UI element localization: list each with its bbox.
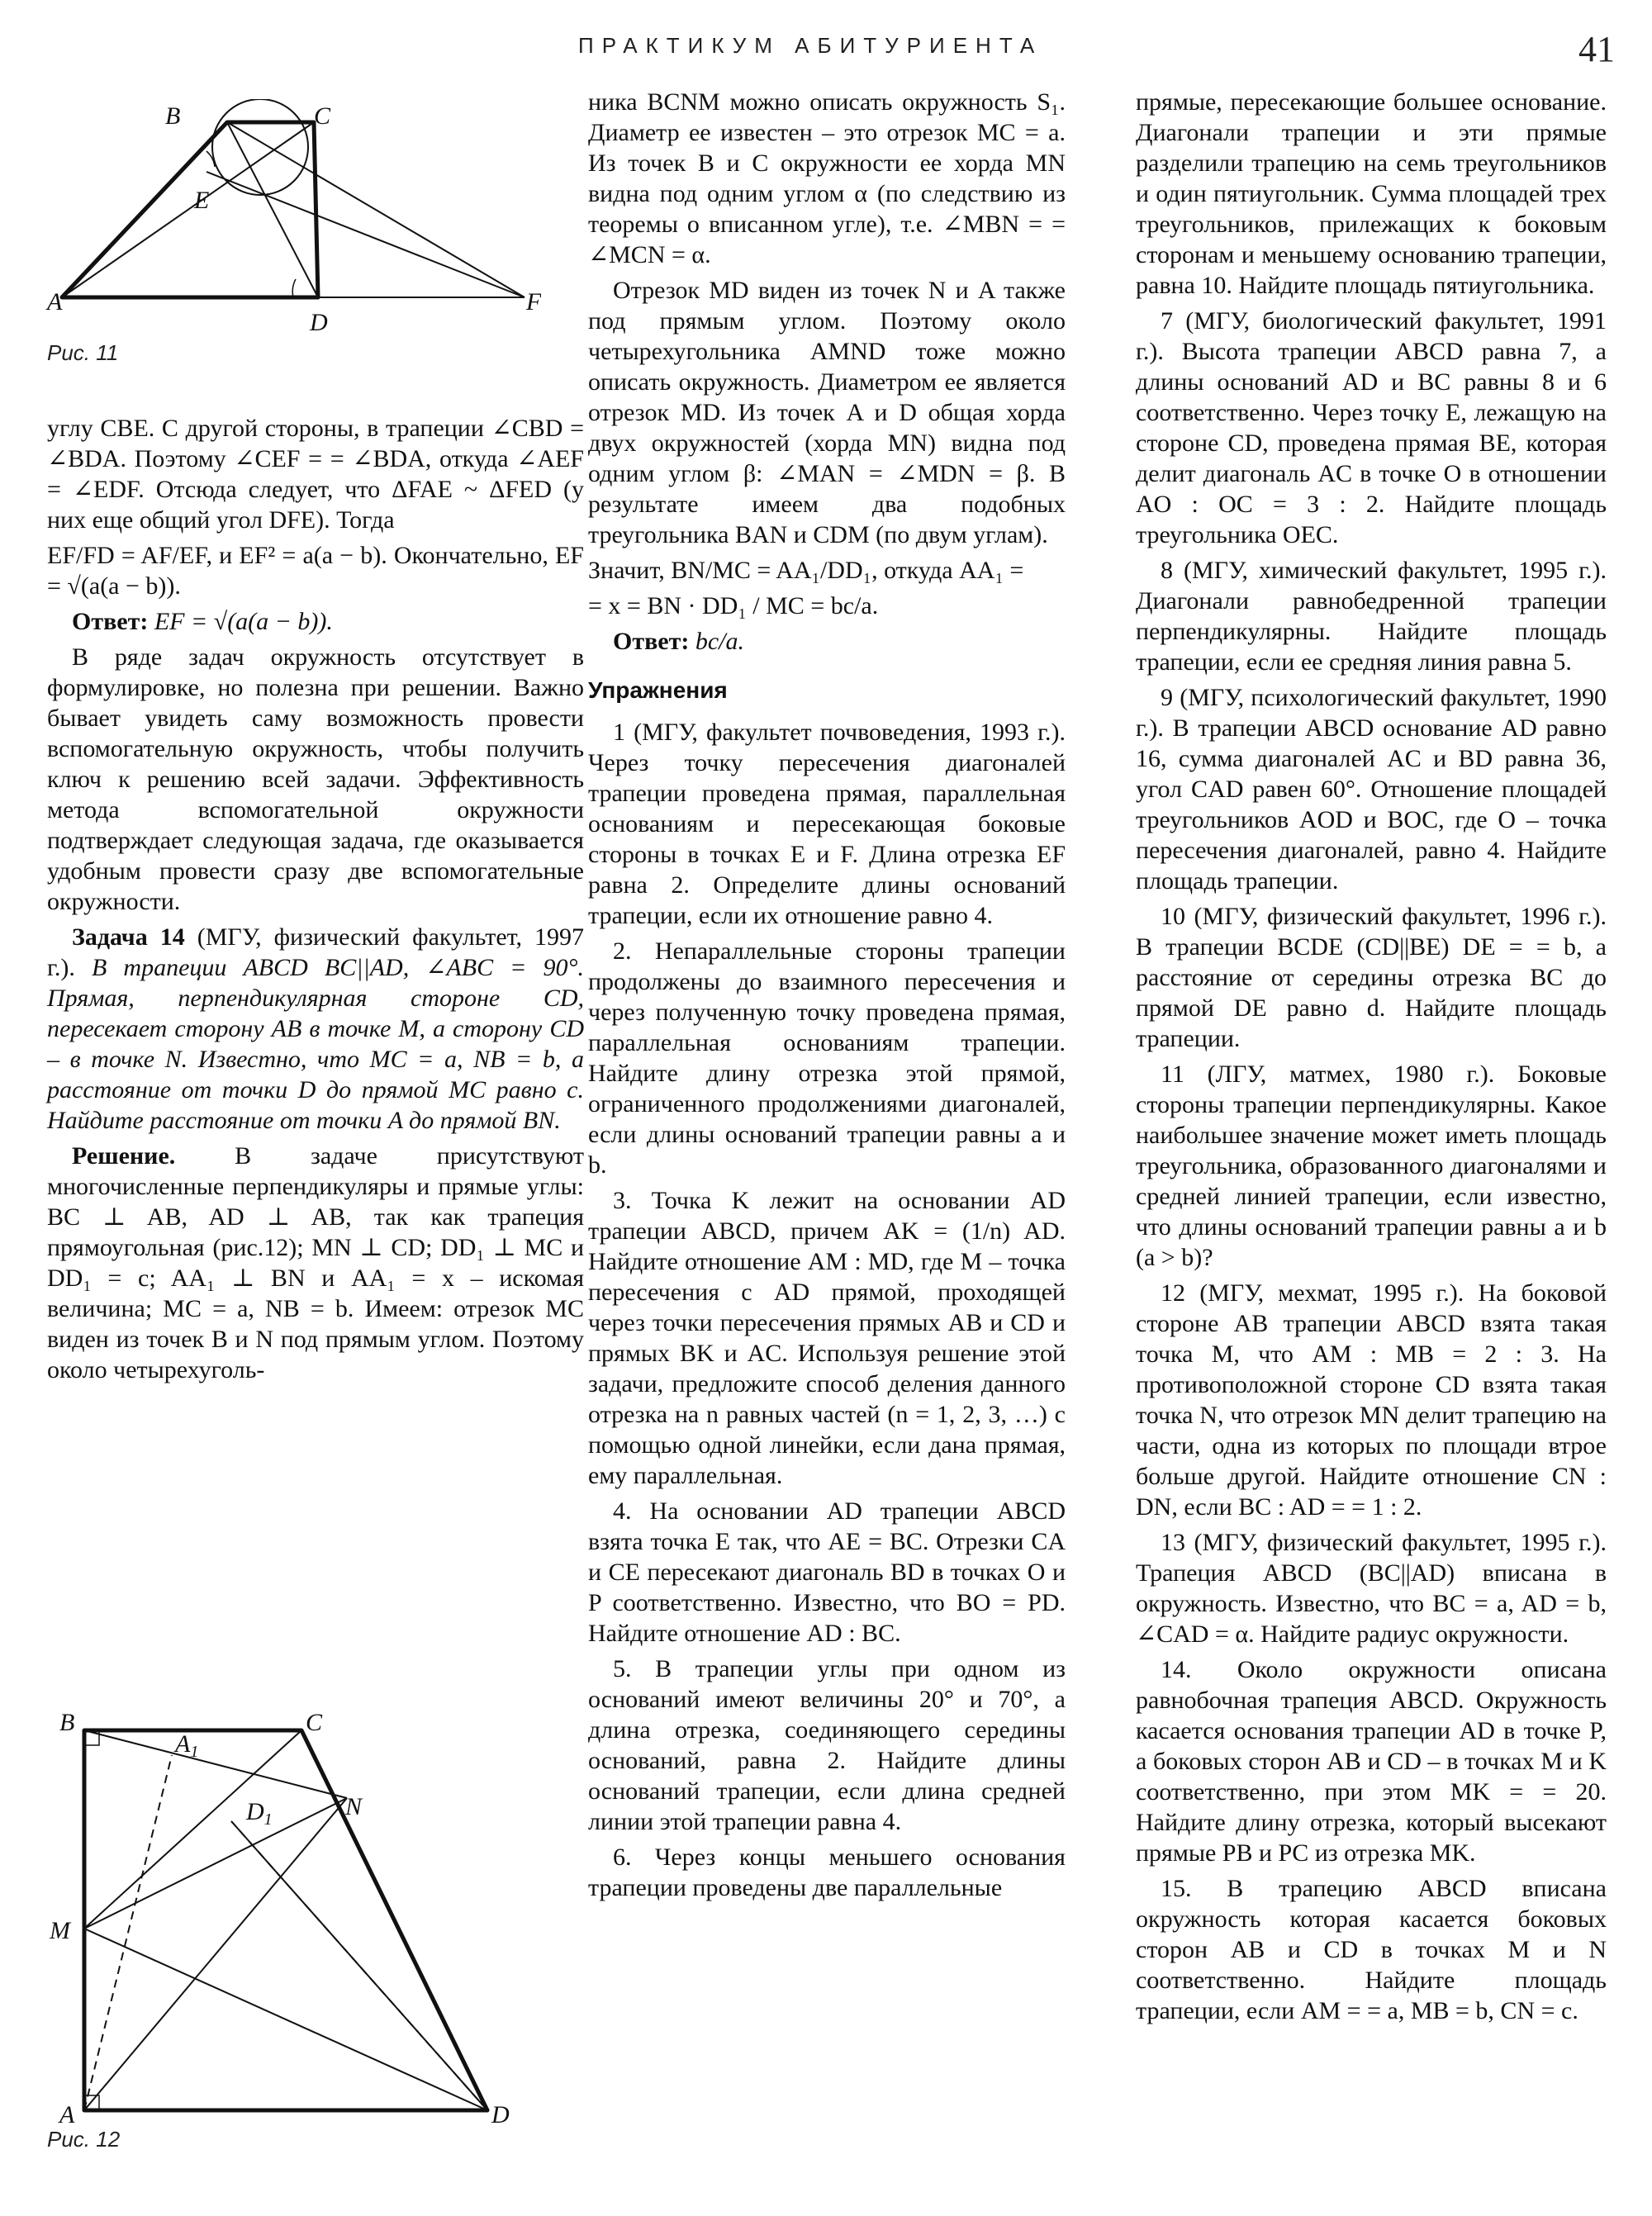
column-1 [47,413,584,1390]
task-14 [47,922,584,1136]
exercise-4: 4. На основании AD трапеции ABCD взята точка E так, что AE = BC. Отрезки CA и CE пересекают диагональ BD в точках O и P соответственно. Известно, что BO = PD. Найдите отношение AD : BC. [588,1497,1066,1647]
figure-11-caption: Рис. 11 [47,340,119,365]
exercise-7: 7 (МГУ, биологический факультет, 1991 г.). Высота трапеции ABCD равна 7, а длины оснований AD и BC равны 8 и 6 соответственно. Через точку E, лежащую на стороне CD, проведена прямая BE, которая делит диагональ AC в точке O в отношении AO : OC = 3 : 2. Найдите площадь треугольника OEC. [1136,307,1607,548]
page-header [0,29,1652,74]
figure-12-caption: Рис. 12 [47,2127,121,2152]
task-source: (МГУ, физический факультет, 1997 г.). [47,923,585,981]
solution-label: Решение. [72,1142,176,1170]
solution-text: В задаче присутствуют многочисленные перпендикуляры и прямые углы: BC ⊥ AB, AD ⊥ AB, так как трапеция прямоугольная (рис.12); MN ⊥ CD; DD₁ ⊥ MC и DD₁ = c; AA₁ ⊥ BN и AA₁ = x – искомая величина; MC = a, NB = b. Имеем: отрезок MC виден из точек B и N под прямым углом. Поэтому около четырехуголь- [47,1142,585,1383]
answer-value: EF = √(a(a − b)). [154,608,333,635]
exercise-10: 10 (МГУ, физический факультет, 1996 г.). В трапеции BCDE (CD||BE) DE = = b, а расстояние от середины отрезка BC до прямой DE равно d. Найдите площадь трапеции. [1136,903,1607,1052]
fig11-label-c: C [314,102,331,130]
fig11-label-e: E [194,187,210,214]
fig11-label-d: D [310,309,328,336]
col2-equation-2: = x = BN · DD₁ / MC = bc/a. [588,592,879,619]
exercise-1: 1 (МГУ, факультет почвоведения, 1993 г.). Через точку пересечения диагоналей трапеции проведена прямая, параллельная основаниям и пересекающая боковые стороны в точках E и F. Длина отрезка EF равна 2. Определите длины оснований трапеции, если их отношение равно 4. [588,719,1066,929]
answer-label: Ответ: [72,608,149,635]
column-3 [1136,87,1607,2031]
page-number: 41 [1578,29,1615,69]
column-2 [588,87,1066,1908]
col1-paragraph-2: В ряде задач окружность отсутствует в формулировке, но полезна при решении. Важно бывает увидеть саму возможность провести вспомогательную окружность, чтобы получить ключ к решению всей задачи. Эффективность метода вспомогательной окружности подтверждает следующая задача, где оказывается удобным провести сразу две вспомогательные окружности. [47,643,584,915]
exercise-15: 15. В трапецию ABCD вписана окружность которая касается боковых сторон AB и CD в точках M и N соответственно. Найдите площадь трапеции, если AM = = a, MB = b, CN = c. [1136,1875,1607,2024]
answer-label: Ответ: [613,628,690,655]
exercise-14: 14. Около окружности описана равнобочная трапеция ABCD. Окружность касается основания трапеции AD в точке P, а боковых сторон AB и CD – в точках M и K соответственно, при этом MK = = 20. Найдите длину отрезка, который высекают прямые PB и PC из отрезка MK. [1136,1656,1607,1867]
col1-equation: EF/FD = AF/EF, и EF² = a(a − b). Окончательно, EF = √(a(a − b)). [47,542,584,600]
fig11-label-f: F [526,288,541,316]
fig12-label-a1: $A_1$ [175,1730,199,1761]
exercise-6-continued: прямые, пересекающие большее основание. Диагонали трапеции и эти прямые разделили трапецию на семь треугольников и один пятиугольник. Сумма площадей трех треугольников, прилежащих к боковым сторонам и меньшему основанию трапеции, равна 10. Найдите площадь пятиугольника. [1136,88,1607,299]
figure-12 [33,1706,529,2135]
fig11-label-b: B [165,102,181,130]
exercise-6: 6. Через концы меньшего основания трапеции проведены две параллельные [588,1844,1066,1901]
col2-paragraph-2: Отрезок MD виден из точек N и A также под прямым углом. Поэтому около четырехугольника AMND тоже можно описать окружность. Диаметром ее является отрезок MD. Из точек A и D общая хорда двух окружностей (хорда MN) видна под одним углом β: ∠MAN = ∠MDN = β. В результате имеем два подобных треугольника BAN и CDM (по двум углам). [588,277,1066,548]
col2-answer [588,626,1066,657]
exercise-3: 3. Точка K лежит на основании AD трапеции ABCD, причем AK = (1/n) AD. Найдите отношение AM : MD, где M – точка пересечения с AD прямой, проходящей через точки пересечения прямых AB и CD и прямых BK и AC. Используя решение этой задачи, предложите способ деления данного отрезка на n равных частей (n = 1, 2, 3, …) с помощью одной линейки, если дана прямая, ему параллельная. [588,1187,1066,1489]
fig12-label-c: C [306,1709,323,1736]
fig12-label-d: D [491,2101,510,2128]
figure-11 [45,99,541,339]
solution [47,1141,584,1385]
fig12-label-m: M [50,1917,70,1944]
running-title: ПРАКТИКУМ АБИТУРИЕНТА [578,33,1043,58]
exercise-13: 13 (МГУ, физический факультет, 1995 г.). Трапеция ABCD (BC||AD) вписана в окружность. Известно, что BC = a, AD = b, ∠CAD = α. Найдите радиус окружности. [1136,1529,1607,1648]
exercises-heading: Упражнения [588,677,728,703]
exercise-8: 8 (МГУ, химический факультет, 1995 г.). Диагонали равнобедренной трапеции перпендикулярны. Найдите площадь трапеции, если ее средняя линия равна 5. [1136,557,1607,676]
fig12-label-a: A [59,2101,75,2128]
col2-paragraph-1: ника BCNM можно описать окружность S₁. Диаметр ее известен – это отрезок MC = a. Из точек B и C окружности ее хорда MN видна под одним углом α (по следствию из теоремы о вписанном угле), т.е. ∠MBN = = ∠MCN = α. [588,88,1066,268]
fig12-label-n: N [345,1793,363,1820]
task-text: В трапеции ABCD BC||AD, ∠ABC = 90°. Прямая, перпендикулярная стороне CD, пересекает сторону AB в точке M, а сторону CD – в точке N. Известно, что MC = a, NB = b, а расстояние от точки D до прямой MC равно c. Найдите расстояние от точки A до прямой BN. [47,954,584,1134]
exercise-2: 2. Непараллельные стороны трапеции продолжены до взаимного пересечения и через полученную точку проведена прямая, параллельная основаниям трапеции. Найдите длину отрезка этой прямой, ограниченного продолжениями диагоналей, если длины оснований трапеции равны a и b. [588,937,1066,1179]
exercise-5: 5. В трапеции углы при одном из оснований имеют величины 20° и 70°, а длина отрезка, соединяющего середины оснований, равна 2. Найдите длины оснований трапеции, если длина средней линии этой трапеции равна 4. [588,1655,1066,1835]
fig12-label-d1: $D_1$ [246,1798,273,1829]
answer-value: bc/a. [695,628,744,655]
col2-equation-1: Значит, BN/MC = AA₁/DD₁, откуда AA₁ = [588,557,1024,584]
exercise-12: 12 (МГУ, мехмат, 1995 г.). На боковой стороне AB трапеции ABCD взята такая точка M, что AM : MB = 2 : 3. На противоположной стороне CD взята такая точка N, что отрезок MN делит трапецию на части, одна из которых по площади втрое больше другой. Найдите отношение CN : DN, если BC : AD = = 1 : 2. [1136,1279,1607,1521]
fig12-label-b: B [59,1709,75,1736]
task-label: Задача 14 [72,923,185,951]
exercise-9: 9 (МГУ, психологический факультет, 1990 г.). В трапеции ABCD основание AD равно 16, сумма диагоналей AC и BD равна 36, угол CAD равен 60°. Отношение площадей треугольников AOD и BOC, где O – точка пересечения диагоналей, равно 4. Найдите площадь трапеции. [1136,684,1607,894]
col1-paragraph-1: углу CBE. С другой стороны, в трапеции ∠CBD = ∠BDA. Поэтому ∠CEF = = ∠BDA, откуда ∠AEF = ∠EDF. Отсюда следует, что ΔFAE ~ ΔFED (у них еще общий угол DFE). Тогда [47,415,584,534]
col1-answer [47,606,584,637]
fig11-label-a: A [47,288,63,316]
exercise-11: 11 (ЛГУ, матмех, 1980 г.). Боковые стороны трапеции перпендикулярны. Какое наибольшее значение может иметь площадь треугольника, образованного диагоналями и средней линией трапеции, если известно, что длины оснований трапеции равны a и b (a > b)? [1136,1061,1607,1271]
